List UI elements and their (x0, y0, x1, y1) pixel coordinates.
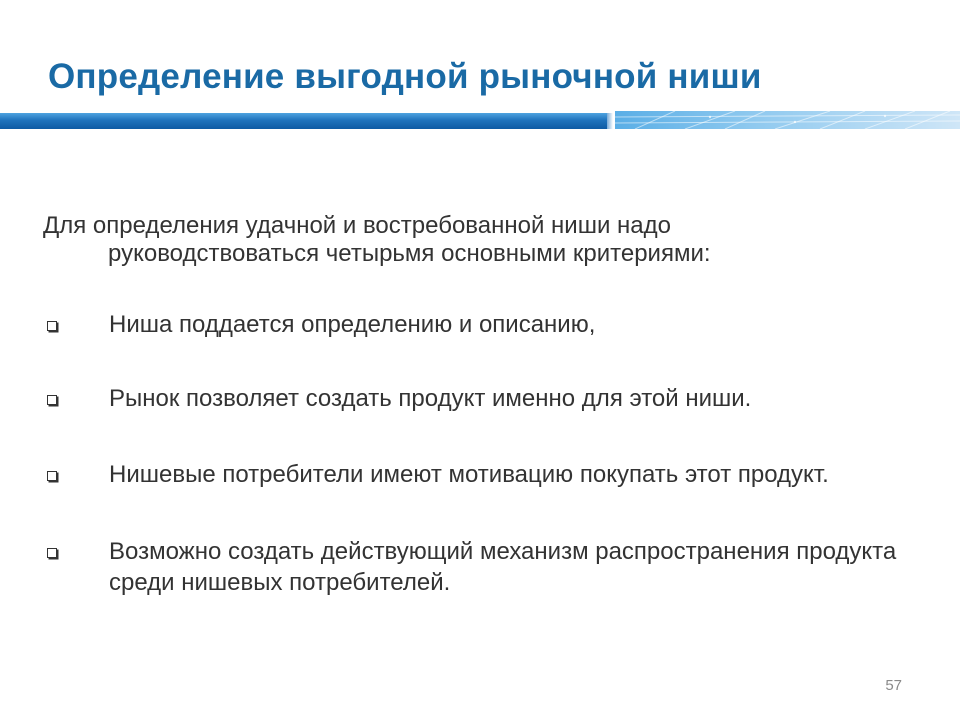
list-item-text: Нишевые потребители имеют мотивацию покупать этот продукт. (109, 461, 829, 488)
decorative-gradient-bar (615, 111, 960, 129)
list-item (43, 536, 923, 598)
list-item-text: Рынок позволяет создать продукт именно для этой ниши. (109, 385, 752, 412)
decorative-lines-graphic (615, 111, 960, 129)
page-number: 57 (885, 677, 902, 694)
intro-paragraph (43, 212, 903, 268)
intro-line-1: Для определения удачной и востребованной ниши надо (43, 212, 671, 239)
slide-title: Определение выгодной рыночной ниши (48, 57, 762, 96)
list-item (43, 383, 923, 414)
list-item-text: Возможно создать действующий механизм распространения продукта среди нишевых потребителей. (109, 538, 897, 596)
intro-line-2: руководствоваться четырьмя основными критериями: (108, 240, 711, 267)
hollow-square-bullet-icon (47, 395, 57, 405)
hollow-square-bullet-icon (47, 321, 57, 331)
list-item (43, 309, 923, 340)
hollow-square-bullet-icon (47, 471, 57, 481)
title-underline-bar (0, 113, 607, 129)
hollow-square-bullet-icon (47, 548, 57, 558)
list-item (43, 459, 923, 490)
list-item-text: Ниша поддается определению и описанию, (109, 311, 596, 338)
